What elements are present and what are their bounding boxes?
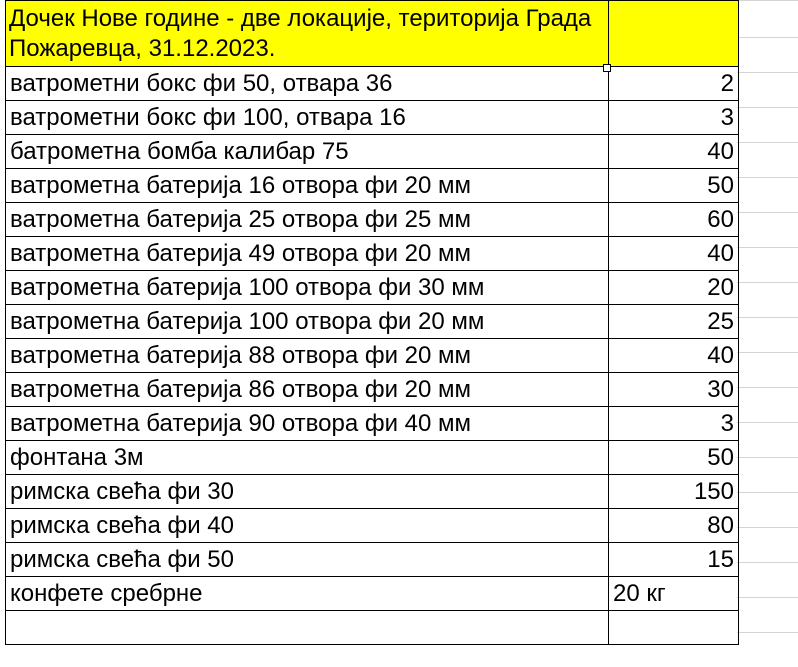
item-name-cell[interactable]: ватрометна батерија 88 отвора фи 20 мм xyxy=(6,339,609,373)
table-row xyxy=(6,305,739,339)
item-name-cell[interactable]: ватрометна батерија 49 отвора фи 20 мм xyxy=(6,237,609,271)
item-name-cell[interactable]: ватрометна батерија 100 отвора фи 20 мм xyxy=(6,305,609,339)
item-name-cell[interactable]: ватрометна батерија 16 отвора фи 20 мм xyxy=(6,169,609,203)
table-row xyxy=(6,101,739,135)
table-row xyxy=(6,203,739,237)
table-row xyxy=(6,441,739,475)
item-name-cell[interactable]: батрометна бомба калибар 75 xyxy=(6,135,609,169)
item-name-cell[interactable]: ватрометна батерија 86 отвора фи 20 мм xyxy=(6,373,609,407)
item-qty-cell[interactable]: 40 xyxy=(609,135,739,169)
item-name-cell[interactable]: ватрометна батерија 100 отвора фи 30 мм xyxy=(6,271,609,305)
empty-cell[interactable] xyxy=(609,611,739,645)
item-name-cell[interactable]: римска свећа фи 40 xyxy=(6,509,609,543)
table-row xyxy=(6,373,739,407)
table-row xyxy=(6,169,739,203)
item-name-cell[interactable]: римска свећа фи 30 xyxy=(6,475,609,509)
data-table xyxy=(5,0,739,645)
item-name-cell[interactable]: конфете сребрне xyxy=(6,577,609,611)
item-qty-cell[interactable]: 2 xyxy=(609,67,739,101)
item-qty-cell[interactable]: 50 xyxy=(609,169,739,203)
item-name-cell[interactable]: ватрометна батерија 25 отвора фи 25 мм xyxy=(6,203,609,237)
item-qty-cell[interactable]: 40 xyxy=(609,237,739,271)
item-name-cell[interactable]: римска свећа фи 50 xyxy=(6,543,609,577)
table-row xyxy=(6,407,739,441)
item-qty-cell[interactable]: 40 xyxy=(609,339,739,373)
table-row xyxy=(6,237,739,271)
empty-column-gridlines xyxy=(737,0,798,667)
table-row xyxy=(6,339,739,373)
item-name-cell[interactable]: ватрометна батерија 90 отвора фи 40 мм xyxy=(6,407,609,441)
table-row xyxy=(6,543,739,577)
table-row xyxy=(6,271,739,305)
item-qty-cell[interactable]: 30 xyxy=(609,373,739,407)
item-name-cell[interactable]: ватрометни бокс фи 100, отвара 16 xyxy=(6,101,609,135)
table-row xyxy=(6,475,739,509)
item-qty-cell[interactable]: 20 кг xyxy=(609,577,739,611)
item-qty-cell[interactable]: 80 xyxy=(609,509,739,543)
item-qty-cell[interactable]: 15 xyxy=(609,543,739,577)
item-qty-cell[interactable]: 50 xyxy=(609,441,739,475)
header-qty-cell[interactable] xyxy=(609,1,739,67)
empty-row xyxy=(6,611,739,645)
table-row xyxy=(6,577,739,611)
header-row xyxy=(6,1,739,67)
item-qty-cell[interactable]: 25 xyxy=(609,305,739,339)
table-row xyxy=(6,135,739,169)
item-name-cell[interactable]: фонтана 3м xyxy=(6,441,609,475)
item-name-cell[interactable]: ватрометни бокс фи 50, отвара 36 xyxy=(6,67,609,101)
table-row xyxy=(6,509,739,543)
cell-selection-handle[interactable] xyxy=(603,64,611,72)
item-qty-cell[interactable]: 20 xyxy=(609,271,739,305)
header-title-cell[interactable]: Дочек Нове године - две локације, територија Града Пожаревца, 31.12.2023. xyxy=(6,1,609,67)
item-qty-cell[interactable]: 60 xyxy=(609,203,739,237)
empty-cell[interactable] xyxy=(6,611,609,645)
item-qty-cell[interactable]: 3 xyxy=(609,407,739,441)
item-qty-cell[interactable]: 3 xyxy=(609,101,739,135)
table-row xyxy=(6,67,739,101)
item-qty-cell[interactable]: 150 xyxy=(609,475,739,509)
